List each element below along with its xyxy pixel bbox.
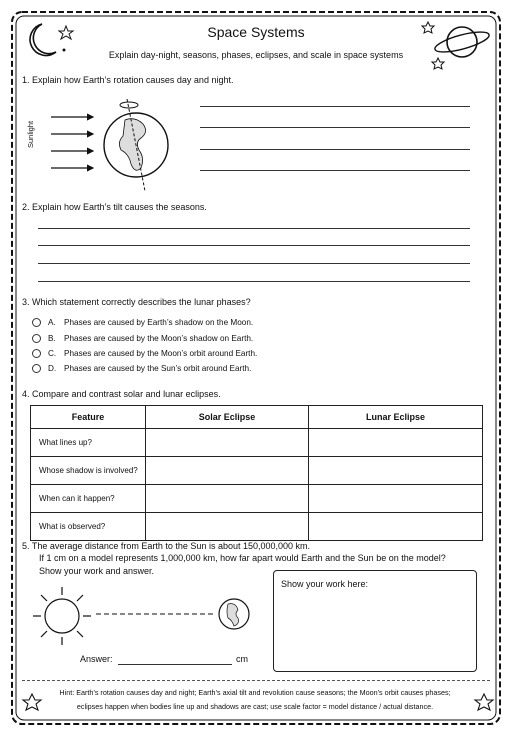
radio-button[interactable] xyxy=(32,318,41,327)
eclipse-comparison-table xyxy=(30,405,483,541)
question-3-prompt: 3. Which statement correctly describes the lunar phases? xyxy=(22,297,251,307)
radio-button[interactable] xyxy=(32,349,41,358)
table-row: What lines up? xyxy=(31,429,483,457)
table-row: When can it happen? xyxy=(31,485,483,513)
sunlight-label: Sunlight xyxy=(26,120,35,148)
table-header: Lunar Eclipse xyxy=(309,406,483,429)
sun-icon xyxy=(33,587,91,645)
table-row: What is observed? xyxy=(31,513,483,541)
page-title: Space Systems xyxy=(207,24,305,40)
table-header: Feature xyxy=(31,406,146,429)
answer-cell[interactable] xyxy=(146,513,309,541)
answer-line[interactable] xyxy=(38,281,470,282)
question-2-prompt: 2. Explain how Earth’s tilt causes the seasons. xyxy=(22,202,207,212)
option-a[interactable]: A. Phases are caused by Earth’s shadow on the Moon. xyxy=(32,318,253,327)
radio-button[interactable] xyxy=(32,334,41,343)
work-box-label: Show your work here: xyxy=(281,579,369,589)
answer-line[interactable] xyxy=(200,127,470,128)
hint-divider xyxy=(22,680,490,681)
question-5-line-1: 5. The average distance from Earth to the Sun is about 150,000,000 km. xyxy=(22,541,311,551)
answer-unit: cm xyxy=(236,654,248,664)
option-d[interactable]: D. Phases are caused by the Sun’s orbit around Earth. xyxy=(32,364,251,373)
hint-line-1: Hint: Earth’s rotation causes day and night; Earth’s axial tilt and revolution cause seasons; the Moon’s orbit causes phases; xyxy=(59,688,451,697)
answer-line[interactable] xyxy=(38,228,470,229)
question-5-line-2: If 1 cm on a model represents 1,000,000 km, how far apart would Earth and the Sun be on the model? xyxy=(39,553,446,563)
earth-rotation-diagram xyxy=(45,95,175,195)
answer-cell[interactable] xyxy=(309,429,483,457)
option-b[interactable]: B. Phases are caused by the Moon’s shadow on Earth. xyxy=(32,334,253,343)
answer-cell[interactable] xyxy=(309,485,483,513)
earth-icon xyxy=(219,599,249,629)
answer-line[interactable] xyxy=(200,106,470,107)
answer-line[interactable] xyxy=(200,170,470,171)
answer-label: Answer: xyxy=(80,654,113,664)
question-4-prompt: 4. Compare and contrast solar and lunar eclipses. xyxy=(22,389,221,399)
answer-input-line[interactable] xyxy=(118,664,232,665)
answer-cell[interactable] xyxy=(146,457,309,485)
hint-line-2: eclipses happen when bodies line up and shadows are cast; use scale factor = model distance / actual distance. xyxy=(76,702,434,711)
answer-line[interactable] xyxy=(38,245,470,246)
answer-cell[interactable] xyxy=(146,485,309,513)
question-1-prompt: 1. Explain how Earth’s rotation causes day and night. xyxy=(22,75,234,85)
sun-earth-scale-diagram xyxy=(30,584,260,648)
table-header: Solar Eclipse xyxy=(146,406,309,429)
answer-line[interactable] xyxy=(200,149,470,150)
page-subtitle: Explain day-night, seasons, phases, eclipses, and scale in space systems xyxy=(108,50,404,60)
option-c[interactable]: C. Phases are caused by the Moon’s orbit around Earth. xyxy=(32,349,257,358)
work-box[interactable] xyxy=(273,570,477,672)
answer-cell[interactable] xyxy=(146,429,309,457)
radio-button[interactable] xyxy=(32,364,41,373)
answer-cell[interactable] xyxy=(309,513,483,541)
question-5-line-3: Show your work and answer. xyxy=(39,566,155,576)
table-row: Whose shadow is involved? xyxy=(31,457,483,485)
answer-cell[interactable] xyxy=(309,457,483,485)
answer-line[interactable] xyxy=(38,263,470,264)
star-decoration-bottom-right xyxy=(466,690,506,720)
